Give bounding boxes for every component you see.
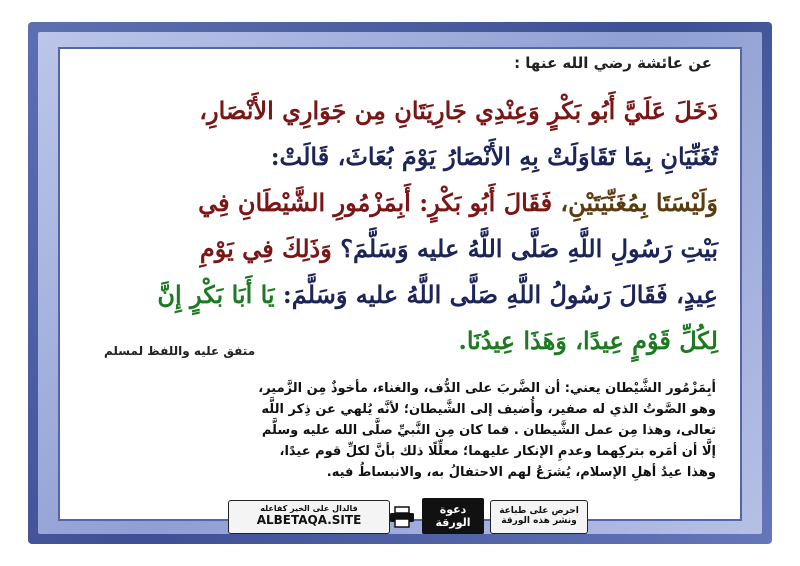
site-link[interactable]: ALBETAQA.SITE bbox=[256, 513, 362, 527]
hadith-segment: عِيدٍ، فَقَالَ رَسُولُ اللَّهِ صَلَّى اللَّهُ عليه وَسَلَّمَ: bbox=[274, 280, 718, 309]
hadith-segment: دَخَلَ عَلَيَّ أَبُو بَكْرٍ وَعِنْدِي جَارِيَتَانِ مِن جَوَارِي الأَنْصَارِ، bbox=[199, 96, 718, 125]
hadith-segment: وَلَيْسَتَا بِمُغَنِّيَتَيْنِ، bbox=[552, 188, 718, 217]
hadith-line bbox=[82, 180, 718, 226]
hadith-line bbox=[82, 272, 718, 318]
printer-icon bbox=[388, 506, 416, 528]
explanation-line: تعالى، وهذا مِن عمل الشَّيطان . فما كان مِن النَّبيِّ صلَّى الله عليه وسلَّم bbox=[261, 423, 716, 438]
print-note-line-1: احرص على طباعة bbox=[499, 506, 579, 516]
hadith-text bbox=[82, 88, 718, 364]
hadith-segment: يَا أَبَا بَكْرٍ إِنَّ bbox=[157, 280, 275, 309]
footer bbox=[228, 498, 588, 534]
hadith-line bbox=[82, 134, 718, 180]
narrator-line: عن عائشة رضي الله عنها : bbox=[514, 54, 712, 72]
print-note-line-2: ونشر هذه الورقة bbox=[501, 516, 577, 526]
explanation bbox=[84, 378, 716, 483]
explanation-line: وهذا عيدُ أهلِ الإسلام، يُشرَعُ لهم الاحتفالُ به، والانبساطُ فيه. bbox=[326, 465, 716, 480]
hadith-line bbox=[82, 226, 718, 272]
hadith-line bbox=[82, 88, 718, 134]
footer-tagline: فالدال على الخير كفاعله bbox=[260, 504, 358, 513]
hadith-segment: تُغَنِّيَانِ بِمَا تَقَاوَلَتْ بِهِ الأَنْصَارُ يَوْمَ بُعَاثَ، قَالَتْ: bbox=[270, 142, 718, 171]
print-note-card bbox=[490, 500, 588, 534]
explanation-line: إلَّا أن أمَره بتركِهما وعدمِ الإنكار عليهما؛ معلِّلًا ذلك بأنَّ لكلِّ قوم عيدًا، bbox=[279, 444, 716, 459]
explanation-line: أبِمَزْمُور الشَّيْطان يعني: أن الضَّربَ على الدُّف، والغناء، مأخوذٌ مِن الزَّمير، bbox=[258, 381, 716, 396]
logo-text: دعوة الورقة bbox=[435, 503, 471, 529]
dawa-logo bbox=[422, 498, 484, 534]
hadith-segment: لِكُلِّ قَوْمٍ عِيدًا، وَهَذَا عِيدُنَا. bbox=[458, 326, 718, 355]
hadith-segment: وَذَلِكَ فِي يَوْمِ bbox=[199, 234, 332, 263]
hadith-segment: فَقَالَ أَبُو بَكْرٍ: أَبِمَزْمُورِ الشَّيْطَانِ فِي bbox=[198, 188, 553, 217]
hadith-segment: بَيْتِ رَسُولِ اللَّهِ صَلَّى اللَّهُ عليه وَسَلَّمَ؟ bbox=[331, 234, 718, 263]
source-note: متفق عليه واللفظ لمسلم bbox=[104, 344, 256, 358]
explanation-line: وهو الصَّوتُ الذي له صفير، وأُضيف إلى الشَّيطان؛ لأنَّه يُلهي عن ذِكر اللَّه bbox=[261, 402, 716, 417]
site-card[interactable] bbox=[228, 500, 390, 534]
